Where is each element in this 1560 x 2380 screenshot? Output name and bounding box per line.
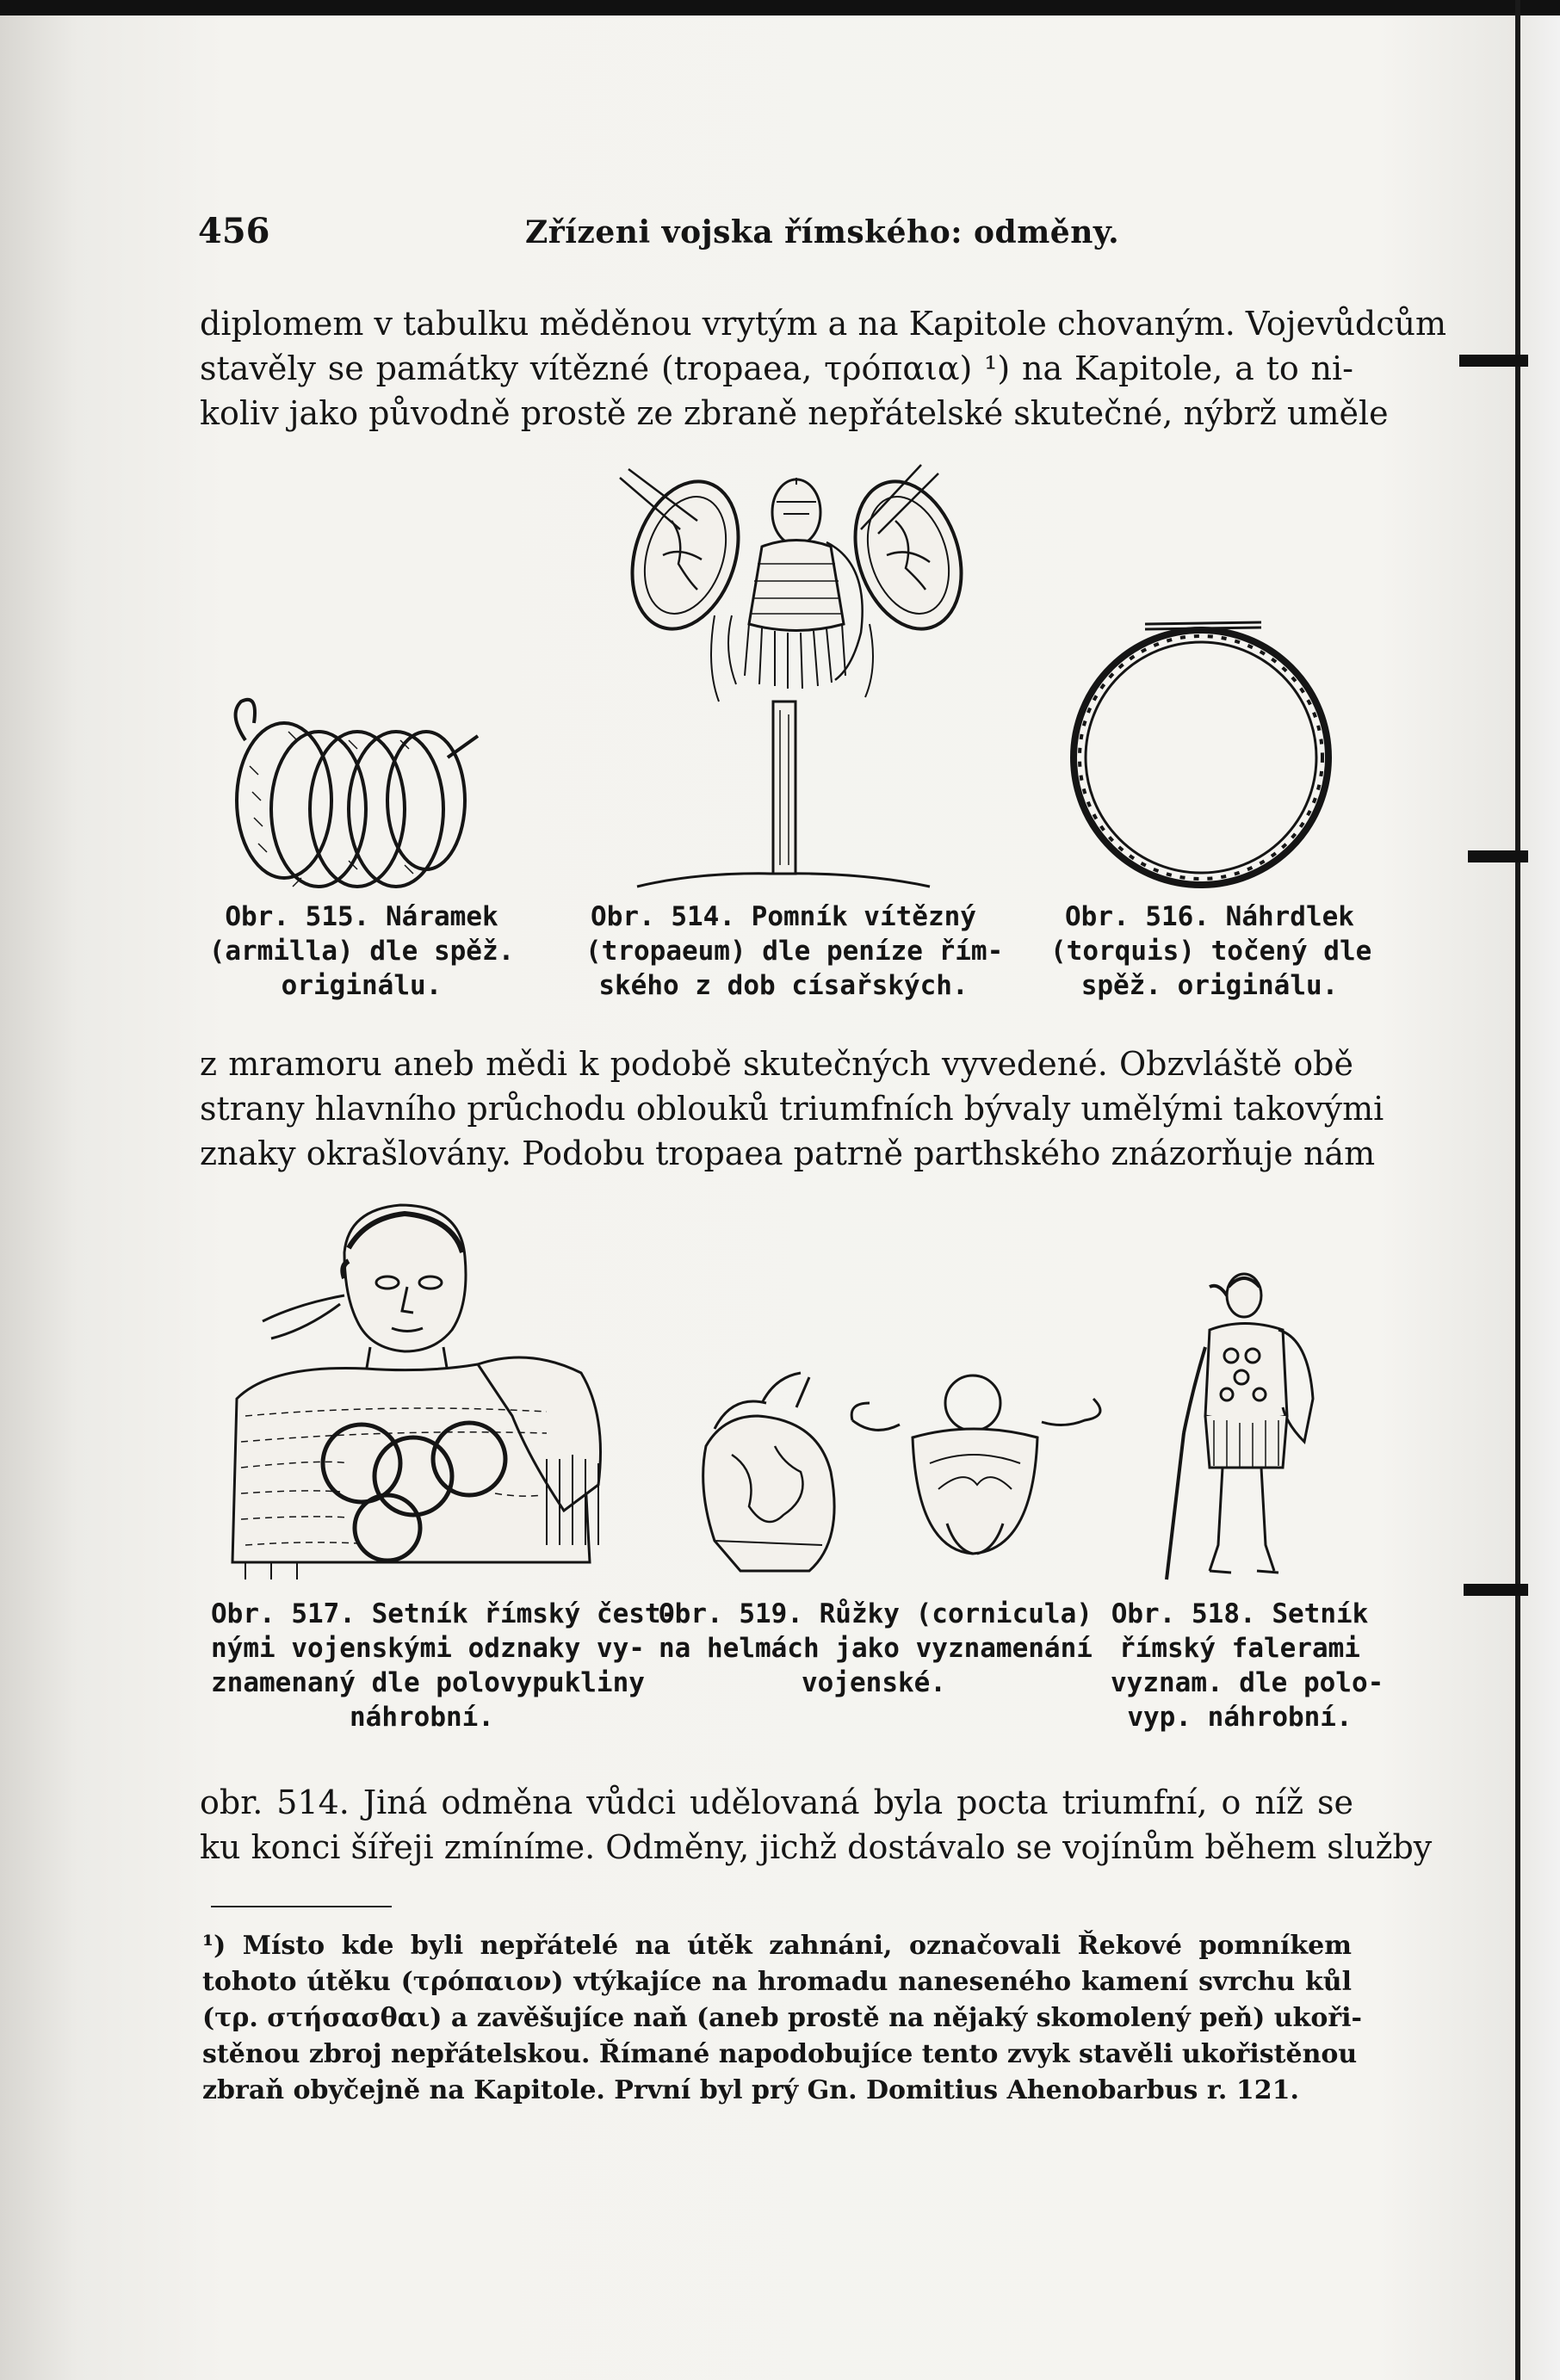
text-line: stavěly se památky vítězné (tropaea, τρόπαια) ¹) na Kapitole, a to ni- xyxy=(200,349,1353,387)
margin-mark xyxy=(1464,1584,1528,1596)
margin-mark xyxy=(1459,355,1528,367)
page-number: 456 xyxy=(198,211,270,251)
caption-line: Obr. 515. Náramek xyxy=(225,901,498,932)
paragraph-2 xyxy=(200,1042,1384,1176)
cornicula-helmets-illustration xyxy=(680,1369,1102,1575)
caption-line: (armilla) dle spěž. xyxy=(208,936,515,967)
text-line: znaky okrašlovány. Podobu tropaea patrně parthského znázorňuje nám xyxy=(200,1134,1376,1172)
caption-fig-516 xyxy=(1050,899,1372,1003)
armilla-illustration xyxy=(220,689,486,895)
caption-line: originálu. xyxy=(281,970,443,1001)
footnote-line: ¹) Místo kde byli nepřátelé na útěk zahnáni, označovali Řekové pomníkem xyxy=(202,1931,1352,1961)
text-line: obr. 514. Jiná odměna vůdci udělovaná byla pocta triumfní, o níž se xyxy=(200,1783,1353,1821)
caption-line: Obr. 517. Setník římský čest- xyxy=(211,1598,678,1629)
text-line: koliv jako původně prostě ze zbraně nepřátelské skutečné, nýbrž uměle xyxy=(200,394,1389,432)
caption-fig-519 xyxy=(659,1597,1093,1700)
tropaeum-illustration xyxy=(577,461,981,891)
caption-line: na helmách jako vyznamenání xyxy=(659,1633,1093,1664)
caption-line: (torquis) točený dle xyxy=(1050,936,1372,967)
caption-line: ského z dob císařských. xyxy=(598,970,969,1001)
footnote-line: zbraň obyčejně na Kapitole. První byl prý Gn. Domitius Ahenobarbus r. 121. xyxy=(202,2075,1299,2105)
caption-fig-518 xyxy=(1111,1597,1384,1734)
caption-line: Obr. 518. Setník xyxy=(1111,1598,1369,1629)
caption-line: Obr. 519. Růžky (cornicula) xyxy=(659,1598,1093,1629)
caption-line: nými vojenskými odznaky vy- xyxy=(211,1633,645,1664)
footnote-line: tohoto útěku (τρόπαιον) vtýkajíce na hromadu naneseného kamení svrchu kůl xyxy=(202,1967,1352,1997)
caption-line: znamenaný dle polovypukliny xyxy=(211,1667,645,1698)
caption-line: vyp. náhrobní. xyxy=(1127,1702,1353,1733)
footnote-divider xyxy=(211,1906,392,1907)
caption-line: náhrobní. xyxy=(350,1702,494,1733)
text-line: strany hlavního průchodu oblouků triumfních bývaly umělými takovými xyxy=(200,1090,1384,1128)
footnote-line: (τρ. στήσασθαι) a zavěšujíce naň (aneb prostě na nějaký skomolený peň) ukoři- xyxy=(202,2003,1362,2033)
torquis-illustration xyxy=(1059,615,1343,891)
paragraph-1 xyxy=(200,301,1447,436)
paragraph-3 xyxy=(200,1780,1433,1870)
page-header xyxy=(198,211,1352,263)
caption-line: Obr. 514. Pomník vítězný xyxy=(591,901,976,932)
standing-centurion-illustration xyxy=(1158,1270,1330,1588)
footnote xyxy=(202,1928,1362,2109)
caption-fig-517 xyxy=(211,1597,678,1734)
caption-fig-514 xyxy=(585,899,1004,1003)
caption-line: (tropaeum) dle peníze řím- xyxy=(585,936,1004,967)
caption-line: spěž. originálu. xyxy=(1080,970,1339,1001)
text-line: diplomem v tabulku měděnou vrytým a na Kapitole chovaným. Vojevůdcům xyxy=(200,305,1447,343)
footnote-line: stěnou zbroj nepřátelskou. Římané napodobujíce tento zvyk stavěli ukořistěnou xyxy=(202,2039,1358,2069)
running-head: Zřízeni vojska římského: odměny. xyxy=(525,214,1120,250)
text-line: ku konci šířeji zmíníme. Odměny, jichž dostávalo se vojínům během služby xyxy=(200,1828,1433,1866)
centurion-bust-illustration xyxy=(220,1201,650,1579)
caption-line: vojenské. xyxy=(802,1667,946,1698)
caption-line: Obr. 516. Náhrdlek xyxy=(1065,901,1354,932)
text-line: z mramoru aneb mědi k podobě skutečných vyvedené. Obzvláště obě xyxy=(200,1045,1353,1083)
caption-fig-515 xyxy=(207,899,517,1003)
margin-mark xyxy=(1468,850,1528,862)
caption-line: římský falerami xyxy=(1119,1633,1360,1664)
caption-line: vyznam. dle polo- xyxy=(1111,1667,1384,1698)
scan-top-edge xyxy=(0,0,1560,15)
